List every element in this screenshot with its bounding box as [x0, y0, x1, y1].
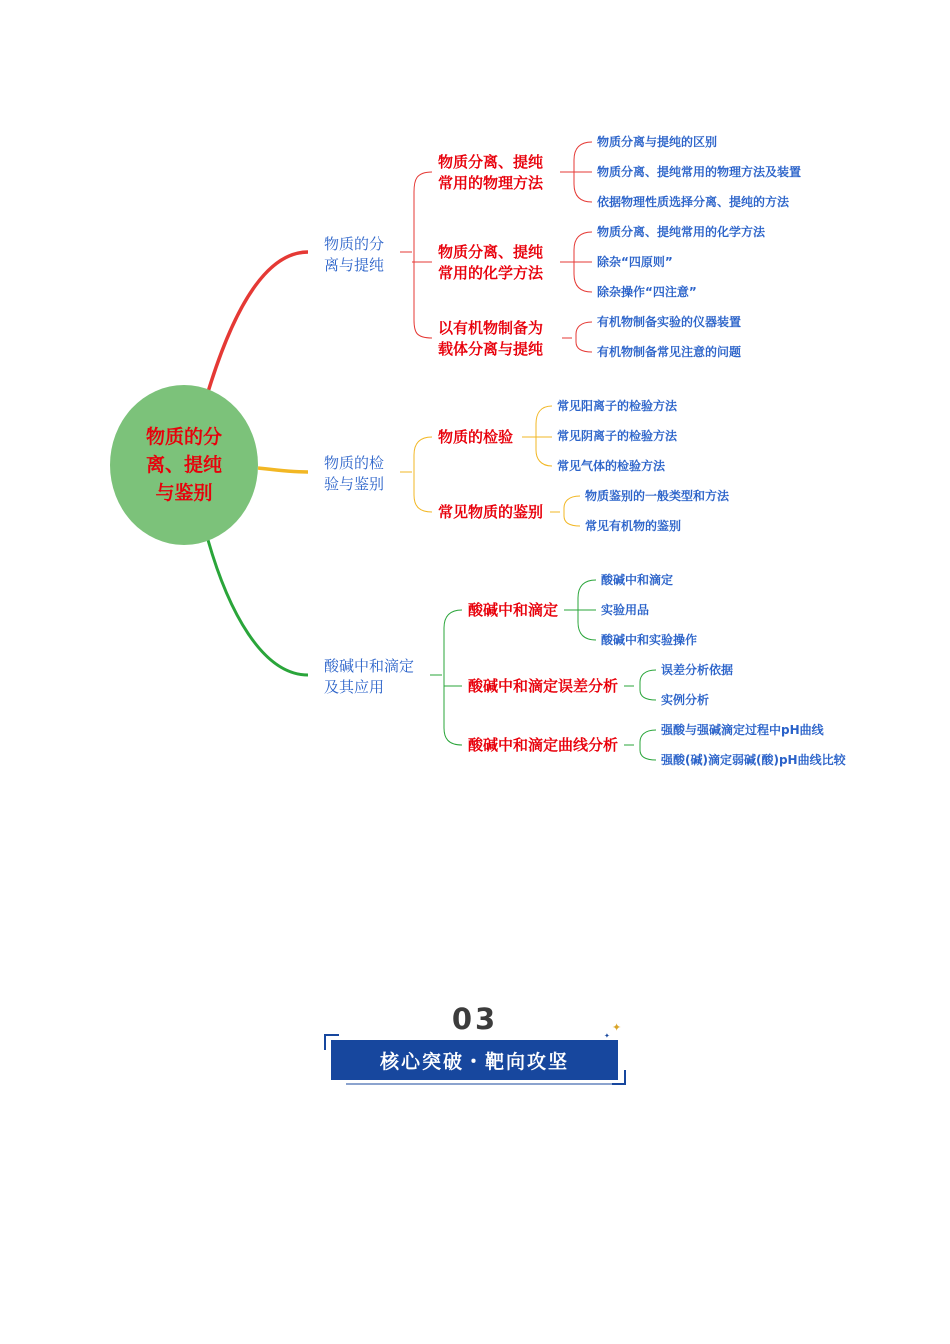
leaf-item: 实例分析 [661, 693, 710, 707]
leaf-item: 除杂操作“四注意” [597, 285, 697, 299]
branch-titration: 酸碱中和滴定及其应用 [324, 657, 415, 696]
topic-titration-curve: 酸碱中和滴定曲线分析 [468, 736, 619, 754]
main-branch-line-titration [208, 540, 308, 675]
sparkle-small-icon: ✦ [604, 1032, 610, 1040]
main-branch-line-identification [258, 468, 308, 472]
leaf-item: 酸碱中和滴定 [601, 573, 674, 587]
leaf-item: 物质鉴别的一般类型和方法 [585, 489, 730, 503]
leaf-item: 常见阳离子的检验方法 [557, 399, 678, 413]
leaf-item: 酸碱中和实验操作 [601, 633, 698, 647]
leaf-item: 物质分离、提纯常用的物理方法及装置 [597, 165, 802, 179]
leaf-item: 常见阴离子的检验方法 [557, 429, 678, 443]
topic-chemical-methods: 物质分离、提纯常用的化学方法 [438, 243, 544, 282]
sparkle-icon: ✦ [612, 1021, 622, 1034]
topic-titration-error: 酸碱中和滴定误差分析 [468, 677, 619, 695]
section-title: 核心突破・靶向攻坚 [331, 1040, 618, 1080]
leaf-item: 有机物制备实验的仪器装置 [597, 315, 742, 329]
topic-identification: 常见物质的鉴别 [438, 503, 544, 521]
root-label: 物质的分离、提纯与鉴别 [145, 426, 222, 504]
topic-titration: 酸碱中和滴定 [468, 601, 559, 619]
leaf-item: 依据物理性质选择分离、提纯的方法 [597, 195, 790, 209]
topic-detection: 物质的检验 [438, 428, 514, 446]
leaf-item: 除杂“四原则” [597, 255, 673, 269]
topic-organic-preparation: 以有机物制备为载体分离与提纯 [438, 319, 544, 358]
leaf-item: 物质分离与提纯的区别 [597, 135, 718, 149]
leaf-item: 实验用品 [601, 603, 650, 617]
leaf-item: 物质分离、提纯常用的化学方法 [597, 225, 766, 239]
topic-physical-methods: 物质分离、提纯常用的物理方法 [438, 153, 544, 192]
leaf-item: 强酸(碱)滴定弱碱(酸)pH曲线比较 [661, 753, 846, 767]
leaf-item: 有机物制备常见注意的问题 [597, 345, 742, 359]
leaf-item: 常见气体的检验方法 [557, 459, 666, 473]
leaf-item: 常见有机物的鉴别 [585, 519, 682, 533]
main-branch-line-separation [208, 252, 308, 392]
mindmap-root [110, 385, 258, 545]
section-number: 03 [451, 1002, 499, 1036]
leaf-item: 误差分析依据 [661, 663, 734, 677]
leaf-item: 强酸与强碱滴定过程中pH曲线 [661, 723, 824, 737]
branch-identification: 物质的检验与鉴别 [324, 454, 385, 493]
branch-separation: 物质的分离与提纯 [324, 235, 385, 274]
